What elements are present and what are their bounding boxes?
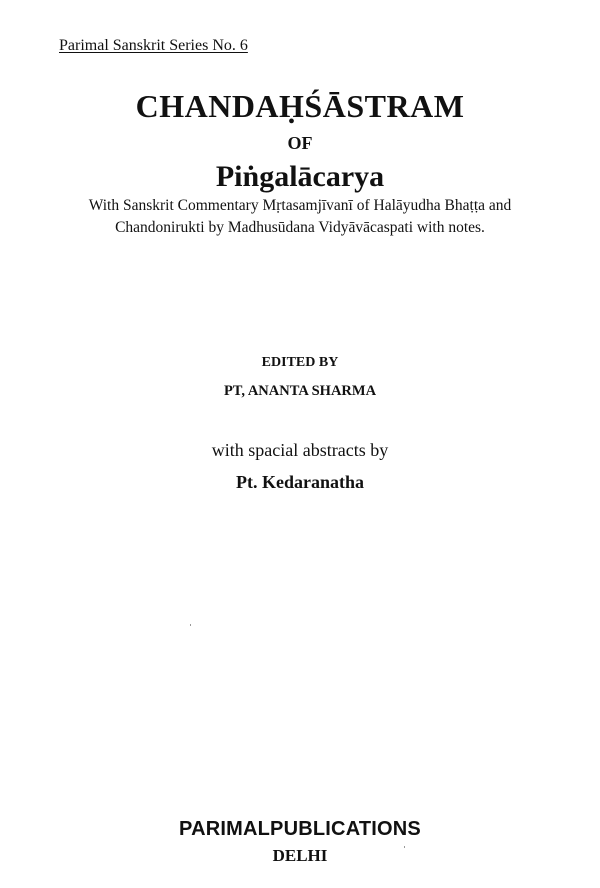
of-connector: OF xyxy=(287,133,313,153)
commentary-line-1: With Sanskrit Commentary Mṛtasamjīvanī of Halāyudha Bhaṭṭa and xyxy=(88,197,512,214)
editor-name: PT, ANANTA SHARMA xyxy=(223,383,377,399)
print-speck xyxy=(190,624,191,626)
abstracts-label: with spacial abstracts by xyxy=(211,440,389,460)
series-label: Parimal Sanskrit Series No. 6 xyxy=(59,37,248,54)
print-speck xyxy=(404,846,405,848)
abstracts-author: Pt. Kedaranatha xyxy=(236,472,364,492)
publisher-name: PARIMALPUBLICATIONS xyxy=(179,818,421,840)
commentary-line-2: Chandonirukti by Madhusūdana Vidyāvācaspati with notes. xyxy=(115,219,485,236)
author-name: Piṅgalācarya xyxy=(215,160,385,193)
book-title: CHANDAḤŚĀSTRAM xyxy=(135,88,465,124)
publisher-city: DELHI xyxy=(272,846,328,865)
edited-by-label: EDITED BY xyxy=(261,355,339,370)
